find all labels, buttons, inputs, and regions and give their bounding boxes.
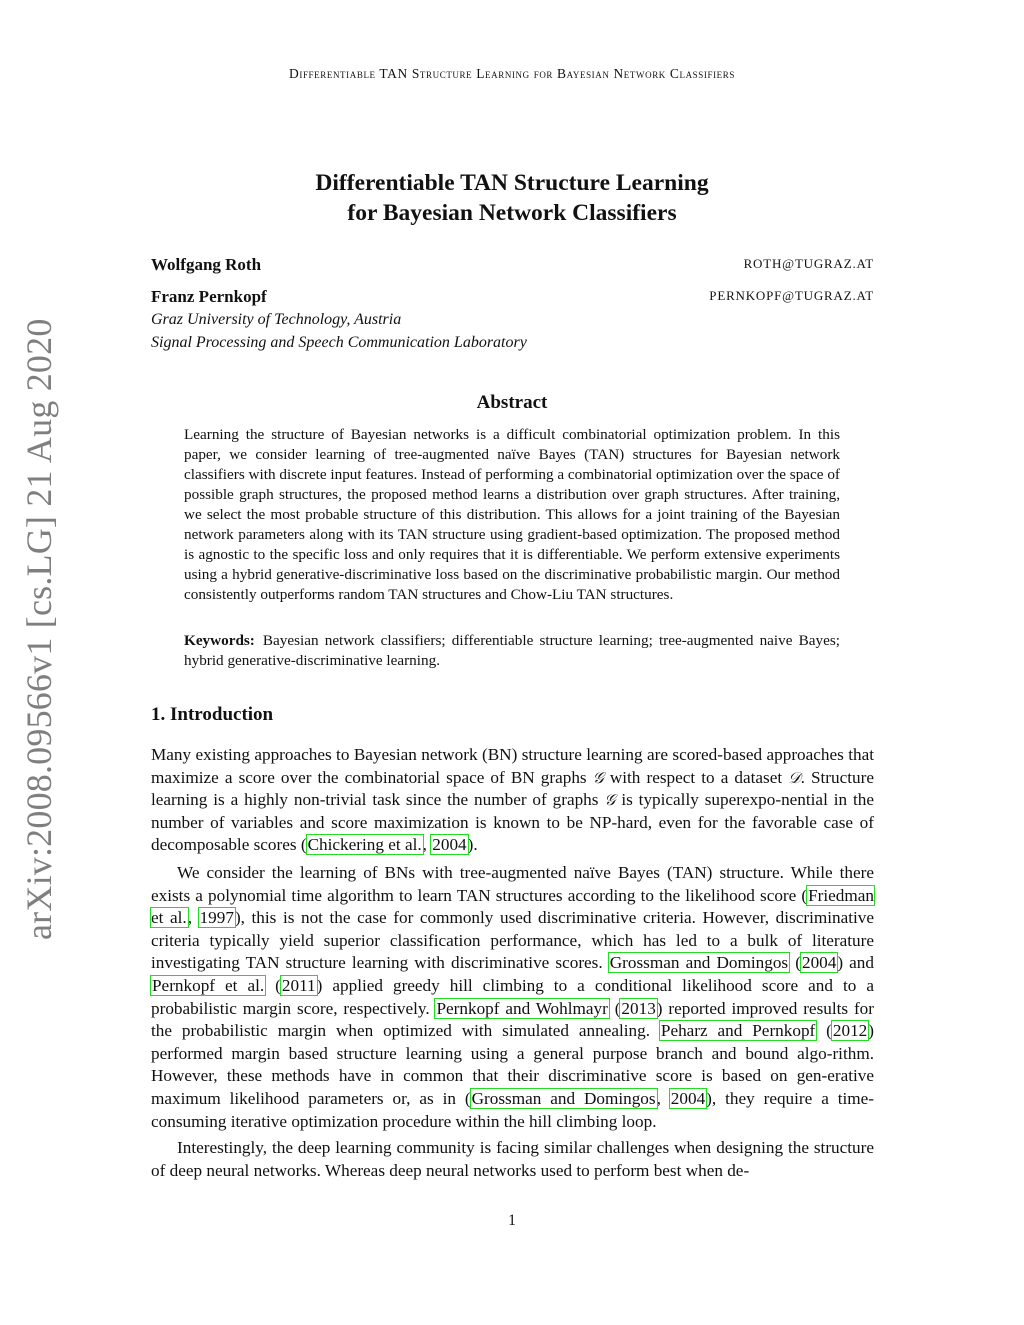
text-run: ) reported improved results for the probabilistic margin when optimized with simulated annealing.: [151, 998, 874, 1041]
citation-link[interactable]: 2004: [432, 835, 467, 855]
text-run: ), this is not the case for commonly used discriminative criteria. However, discriminative criteria typically yield superior classification performance, which has led to a bulk of literature investigating TAN structure learning with discriminative scores.: [151, 908, 874, 973]
citation-link[interactable]: Pernkopf and Wohlmayr: [436, 998, 608, 1018]
math-symbol-graph: 𝒢: [592, 768, 604, 787]
citation-link[interactable]: Grossman and Domingos: [609, 953, 789, 973]
citation-link[interactable]: 2004: [801, 953, 837, 973]
citation-link[interactable]: 2004: [670, 1088, 706, 1108]
running-head: Differentiable TAN Structure Learning for Bayesian Network Classifiers: [289, 66, 735, 81]
citation-link[interactable]: Pernkopf et al.: [152, 975, 265, 995]
author-row-1: [151, 255, 874, 279]
citation-link[interactable]: Chickering et al.: [307, 835, 422, 855]
paper-title-line-1: Differentiable TAN Structure Learning: [315, 170, 709, 196]
text-run: is typically superexpo-nential in the number of variables and score maximization is known to be NP-hard, even for the favorable case of decomposable scores (: [151, 790, 874, 855]
citation-link[interactable]: Friedman et al.: [151, 885, 874, 928]
author-name: Franz Pernkopf: [151, 287, 267, 306]
citation-link[interactable]: 2012: [832, 1021, 868, 1041]
text-run: Many existing approaches to Bayesian network (BN) structure learning are scored-based approaches that maximize a score over the combinatorial space of BN graphs: [151, 745, 874, 787]
text-run: ), they require a time-consuming iterative optimization procedure within the hill climbing loop.: [151, 1088, 875, 1131]
intro-paragraph-2: [151, 862, 874, 1133]
section-heading: 1. Introduction: [151, 704, 274, 725]
text-run: We consider the learning of BNs with tree-augmented naïve Bayes (TAN) structure. While there exists a polynomial time algorithm to learn TAN structures according to the likelihood score (: [151, 863, 874, 905]
affiliation-line-2: Signal Processing and Speech Communication Laboratory: [151, 334, 527, 351]
paper-title-line-2: for Bayesian Network Classifiers: [347, 200, 677, 226]
text-run: ) and: [837, 953, 874, 973]
keywords-label: Keywords:: [184, 632, 255, 649]
text-run: with respect to a dataset: [603, 767, 789, 787]
author-email: PERNKOPF@TUGRAZ.AT: [709, 288, 874, 303]
text-run: ,: [422, 835, 432, 855]
text-run: (: [608, 998, 621, 1018]
text-run: ) performed margin based structure learning using a general purpose branch and bound algo-rithm. However, these methods have in common that their discriminative score is based on gen-erative maximum likelihood parameters or, as in (: [151, 1021, 874, 1108]
citation-link[interactable]: Peharz and Pernkopf: [660, 1021, 816, 1041]
math-symbol-graph: 𝒢: [604, 791, 616, 810]
text-run: . Structure learning is a highly non-trivial task since the number of graphs: [151, 767, 874, 810]
abstract-heading: Abstract: [476, 392, 548, 413]
citation-link[interactable]: 2011: [281, 975, 316, 995]
arxiv-identifier-stamp: arXiv:2008.09566v1 [cs.LG] 21 Aug 2020: [19, 318, 59, 940]
text-run: (: [265, 975, 281, 995]
author-name: Wolfgang Roth: [151, 255, 262, 274]
citation-link[interactable]: Grossman and Domingos: [471, 1088, 656, 1108]
intro-paragraph-3: Interestingly, the deep learning community is facing similar challenges when designing the structure of deep neural networks. Whereas deep neural networks used to perform best when de-: [151, 1138, 874, 1180]
affiliation-line-1: Graz University of Technology, Austria: [151, 311, 402, 328]
citation-link[interactable]: 2013: [621, 998, 656, 1018]
text-run: ,: [187, 908, 199, 928]
author-email: ROTH@TUGRAZ.AT: [743, 256, 874, 271]
citation-link[interactable]: 1997: [199, 908, 234, 928]
text-run: (: [789, 953, 801, 973]
text-run: ) applied greedy hill climbing to a conditional likelihood score and to a probabilistic margin score, respectively.: [151, 975, 874, 1018]
keywords-text: Bayesian network classifiers; differentiable structure learning; tree-augmented naive Bayes; hybrid generative-discriminative learning.: [184, 632, 840, 669]
math-symbol-dataset: 𝒟: [788, 768, 801, 787]
paper-title: [0, 168, 1024, 228]
intro-paragraph-1: [151, 744, 874, 857]
abstract-text: Learning the structure of Bayesian networks is a difficult combinatorial optimization problem. In this paper, we consider learning of tree-augmented naïve Bayes (TAN) structures for Bayesian network classifiers with discrete input features. Instead of performing a combinatorial optimization over the space of possible graph structures, the proposed method learns a distribution over graph structures. After training, we select the most probable structure of this distribution. This allows for a joint training of the Bayesian network parameters along with its TAN structure using gradient-based optimization. The proposed method is agnostic to the specific loss and only requires that it is differentiable. We perform extensive experiments using a hybrid generative-discriminative loss based on the discriminative probabilistic margin. Our method consistently outperforms random TAN structures and Chow-Liu TAN structures.: [184, 426, 840, 603]
page-number: 1: [508, 1212, 516, 1229]
text-run: (: [816, 1021, 832, 1041]
text-run: ).: [467, 835, 478, 855]
text-run: ,: [656, 1088, 670, 1108]
keywords: [184, 631, 840, 671]
author-row-2: [151, 287, 874, 311]
